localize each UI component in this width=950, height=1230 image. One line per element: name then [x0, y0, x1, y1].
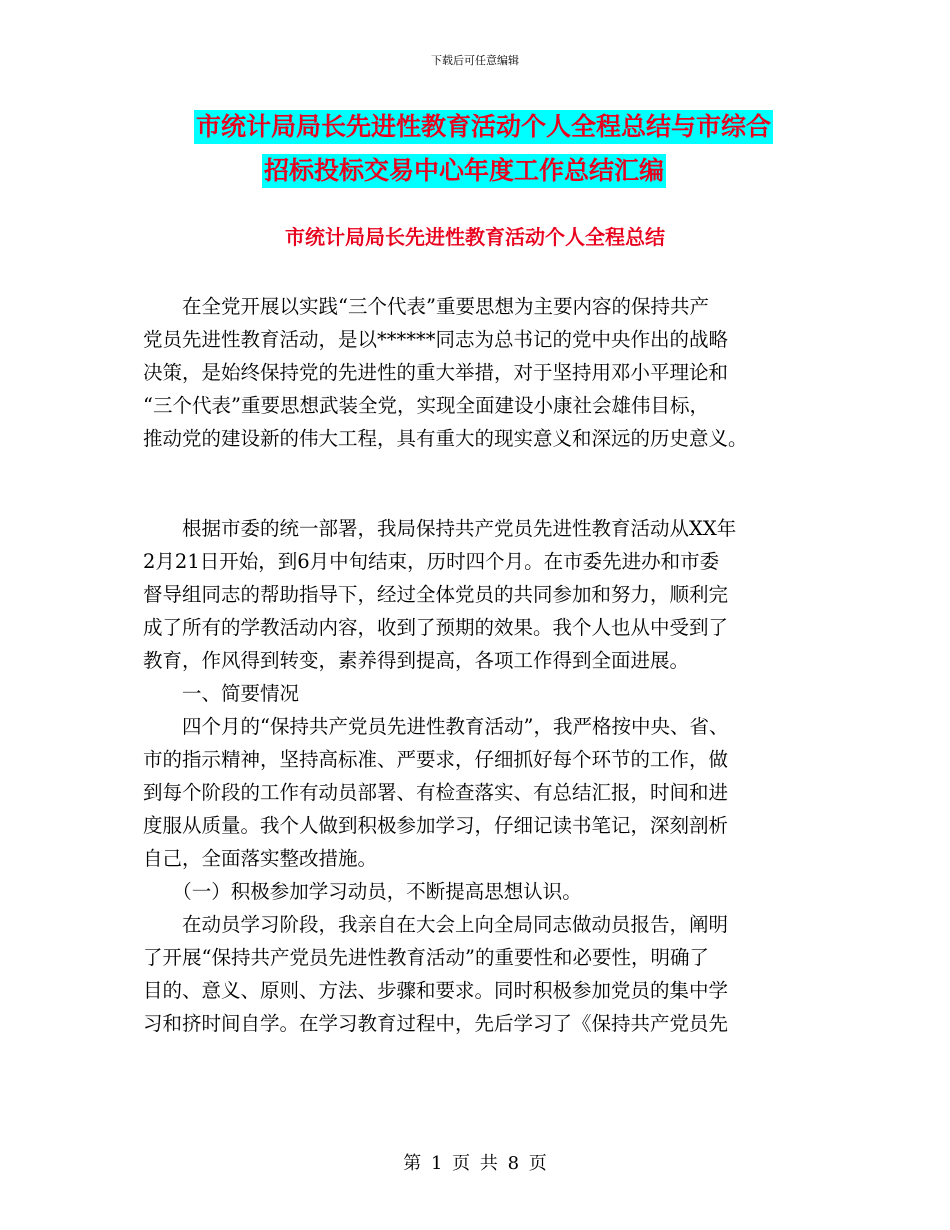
text-line: 推动党的建设新的伟大工程，具有重大的现实意义和深远的历史意义。 [143, 427, 748, 450]
text-line: “三个代表”重要思想武装全党，实现全面建设小康社会雄伟目标， [143, 394, 709, 417]
header-note: 下载后可任意编辑 [431, 54, 519, 67]
body-section [143, 512, 813, 1040]
text-line: 成了所有的学教活动内容，收到了预期的效果。我个人也从中受到了 [143, 616, 729, 639]
subheading-brief-situation: 一、简要情况 [143, 682, 300, 705]
text-line: 到每个阶段的工作有动员部署、有检查落实、有总结汇报，时间和进 [143, 781, 729, 804]
document-title-line-1: 市统计局局长先进性教育活动个人全程总结与市综合 [194, 110, 773, 144]
document-title-line-2: 招标投标交易中心年度工作总结汇编 [262, 154, 666, 188]
text-line: 度服从质量。我个人做到积极参加学习，仔细记读书笔记，深刻剖析 [143, 814, 729, 837]
text-line: 自己，全面落实整改措施。 [143, 847, 378, 870]
text-line: 党员先进性教育活动，是以******同志为总书记的党中央作出的战略 [143, 328, 729, 351]
text-line: 在动员学习阶段，我亲自在大会上向全局同志做动员报告，阐明 [143, 913, 729, 936]
subheading-study-mobilization: （一）积极参加学习动员，不断提高思想认识。 [143, 880, 582, 903]
text-line: 在全党开展以实践“三个代表”重要思想为主要内容的保持共产 [143, 295, 709, 318]
text-line: 四个月的“保持共产党员先进性教育活动”，我严格按中央、省、 [143, 715, 729, 738]
text-line: 了开展“保持共产党员先进性教育活动”的重要性和必要性，明确了 [143, 946, 709, 969]
text-line: 决策，是始终保持党的先进性的重大举措，对于坚持用邓小平理论和 [143, 361, 729, 384]
section-heading: 市统计局局长先进性教育活动个人全程总结 [285, 225, 665, 249]
text-line: 习和挤时间自学。在学习教育过程中，先后学习了《保持共产党员先 [143, 1012, 729, 1035]
page-footer: 第 1 页 共 8 页 [403, 1153, 547, 1174]
text-line: 2月21日开始，到6月中旬结束，历时四个月。在市委先进办和市委 [143, 550, 720, 573]
text-line: 督导组同志的帮助指导下，经过全体党员的共同参加和努力，顺利完 [143, 583, 729, 606]
text-line: 根据市委的统一部署，我局保持共产党员先进性教育活动从XX年 [143, 517, 737, 540]
text-line: 教育，作风得到转变，素养得到提高，各项工作得到全面进展。 [143, 649, 690, 672]
text-line: 市的指示精神，坚持高标准、严要求，仔细抓好每个环节的工作，做 [143, 748, 729, 771]
paragraph-1 [143, 290, 813, 455]
text-line: 目的、意义、原则、方法、步骤和要求。同时积极参加党员的集中学 [143, 979, 729, 1002]
